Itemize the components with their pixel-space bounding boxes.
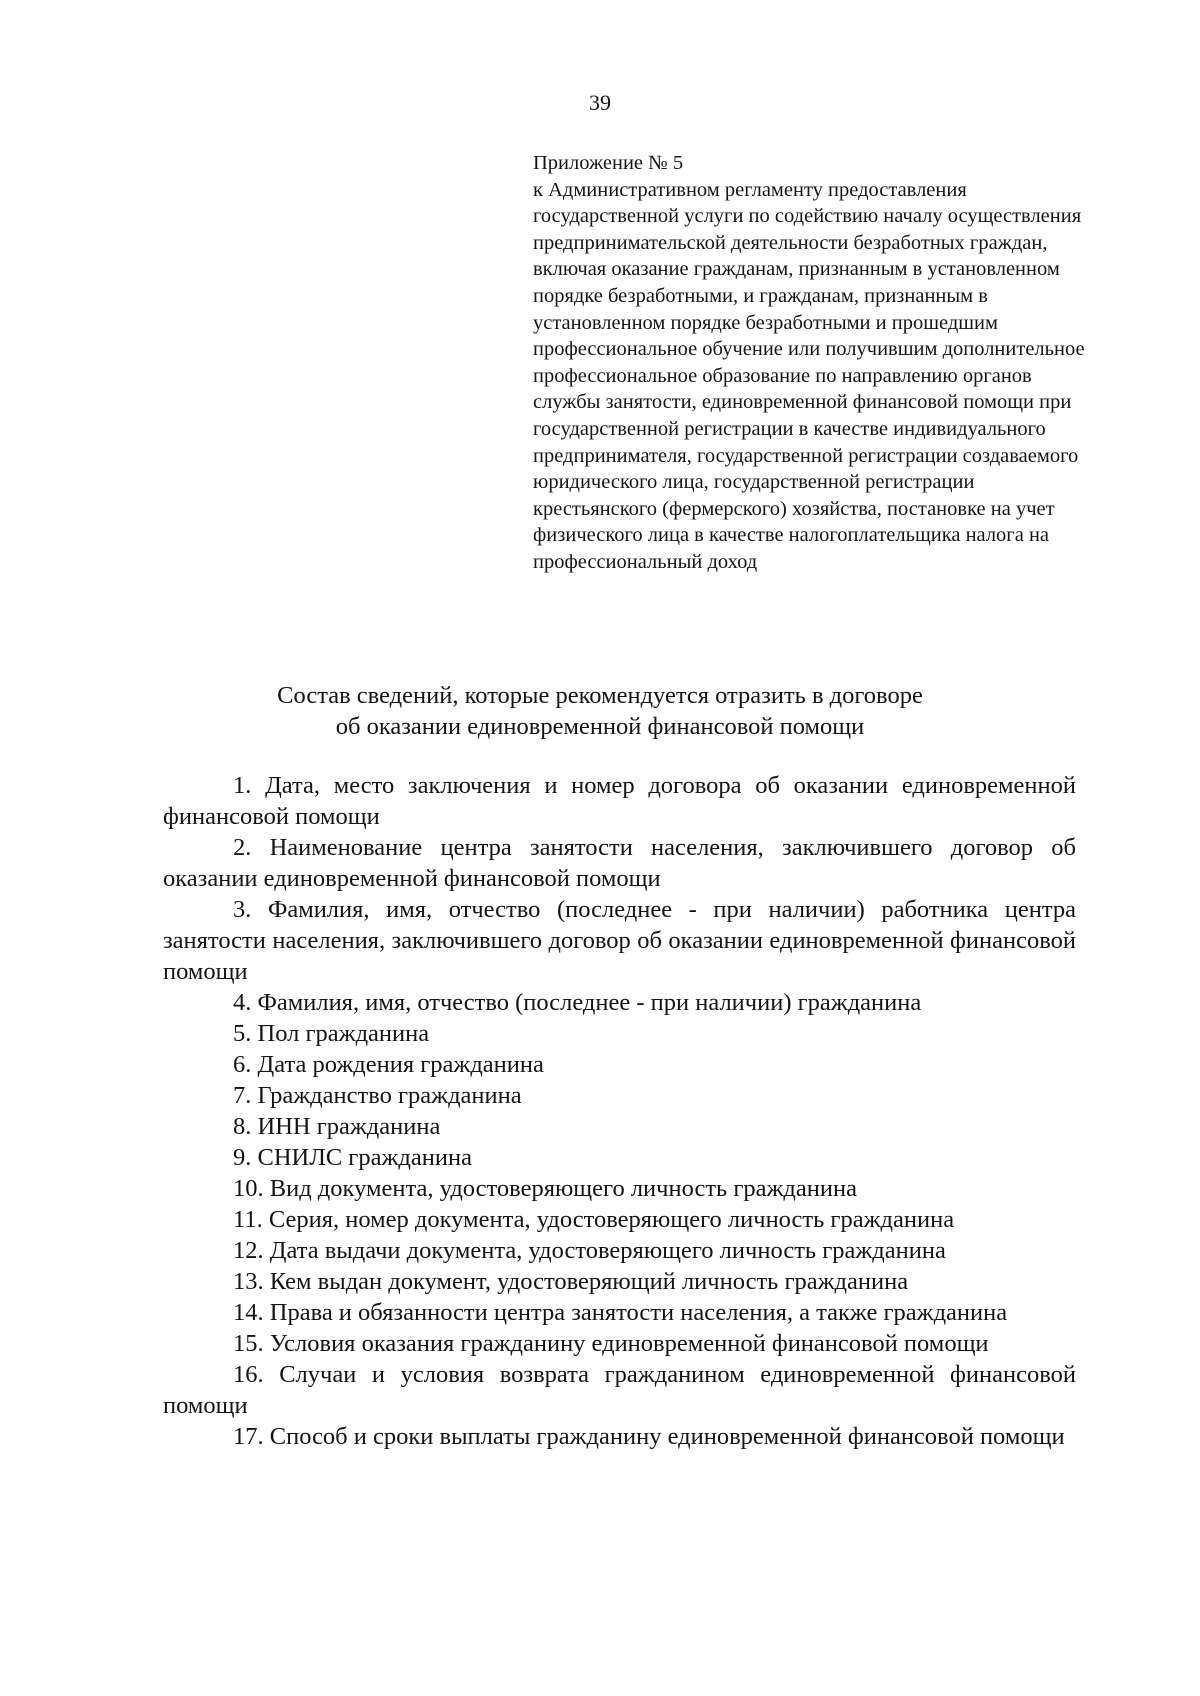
list-item: 4. Фамилия, имя, отчество (последнее - при наличии) гражданина: [233, 989, 922, 1016]
list-item: 13. Кем выдан документ, удостоверяющий личность гражданина: [233, 1268, 909, 1295]
heading-line-1: Состав сведений, которые рекомендуется отразить в договоре: [277, 682, 923, 709]
list-item: 2. Наименование центра занятости населения, заключившего договор об оказании единовременной финансовой помощи: [163, 834, 1076, 892]
list-item: 7. Гражданство гражданина: [233, 1082, 522, 1109]
list-item: 11. Серия, номер документа, удостоверяющего личность гражданина: [233, 1206, 955, 1233]
items-list: [163, 770, 1076, 1452]
list-item: 14. Права и обязанности центра занятости населения, а также гражданина: [233, 1299, 1008, 1326]
page-number: 39: [589, 90, 611, 115]
list-item: 10. Вид документа, удостоверяющего личность гражданина: [233, 1175, 857, 1202]
heading-line-2: об оказании единовременной финансовой помощи: [335, 713, 865, 740]
list-item: 5. Пол гражданина: [233, 1020, 430, 1047]
list-item: 17. Способ и сроки выплаты гражданину единовременной финансовой помощи: [233, 1423, 1065, 1450]
list-item: 16. Случаи и условия возврата гражданином единовременной финансовой помощи: [163, 1361, 1076, 1419]
appendix-text: к Административном регламенту предоставления государственной услуги по содействию началу осуществления предпринимательской деятельности безработных граждан, включая оказание гражданам, признанным в установленном порядке безработными, и гражданам, признанным в установленном порядке безработными и прошедшим профессиональное обучение или получившим дополнительное профессиональное образование по направлению органов службы занятости, единовременной финансовой помощи при государственной регистрации в качестве индивидуального предпринимателя, государственной регистрации создаваемого юридического лица, государственной регистрации крестьянского (фермерского) хозяйства, постановке на учет физического лица в качестве налогоплательщика налога на профессиональный доход: [533, 178, 1085, 573]
list-item: 12. Дата выдачи документа, удостоверяющего личность гражданина: [233, 1237, 946, 1264]
list-item: 15. Условия оказания гражданину единовременной финансовой помощи: [233, 1330, 989, 1357]
appendix-title: Приложение № 5: [533, 152, 684, 174]
list-item: 8. ИНН гражданина: [233, 1113, 441, 1140]
list-item: 6. Дата рождения гражданина: [233, 1051, 544, 1078]
list-item: 9. СНИЛС гражданина: [233, 1144, 472, 1171]
list-item: 1. Дата, место заключения и номер договора об оказании единовременной финансовой помощи: [163, 772, 1076, 830]
appendix-block: [533, 150, 1093, 576]
list-item: 3. Фамилия, имя, отчество (последнее - при наличии) работника центра занятости населения, заключившего договор об оказании единовременной финансовой помощи: [163, 896, 1076, 985]
document-heading: [0, 680, 1200, 742]
